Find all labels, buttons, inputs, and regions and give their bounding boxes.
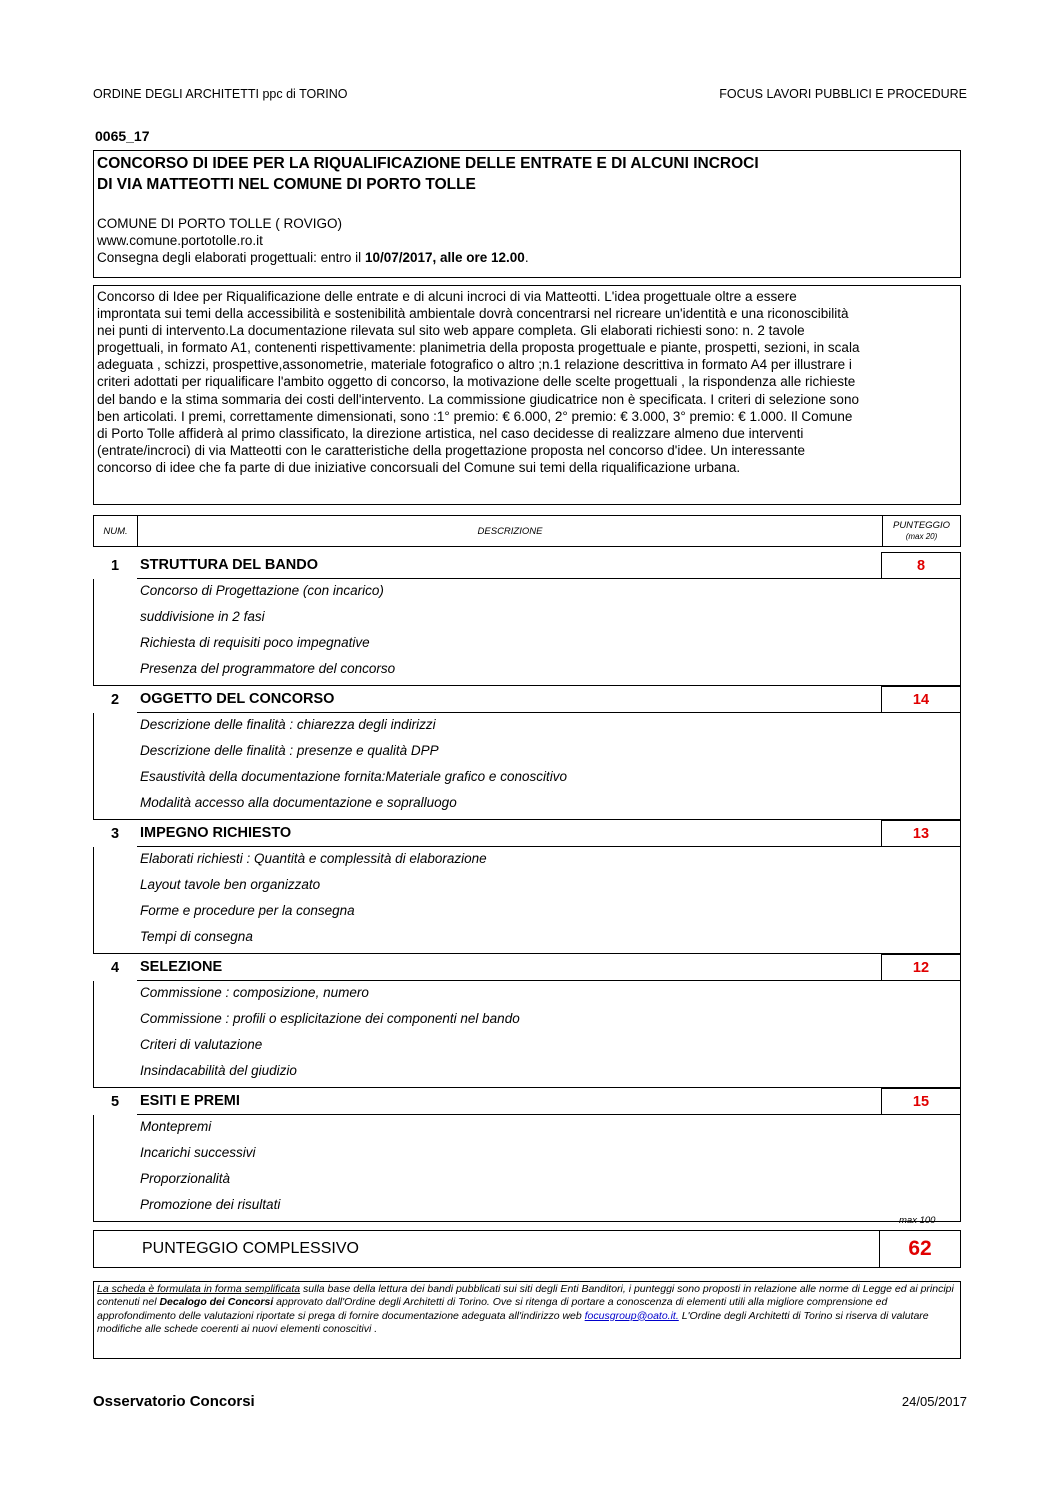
deadline: Consegna degli elaborati progettuali: entro il 10/07/2017, alle ore 12.00. — [97, 250, 529, 265]
section-score: 14 — [881, 686, 961, 713]
title-line-1: CONCORSO DI IDEE PER LA RIQUALIFICAZIONE DELLE ENTRATE E DI ALCUNI INCROCI — [97, 155, 759, 172]
description-line: improntata sui temi della accessibilità e sostenibilità ambientale dovrà concentrarsi nel ricreare un'identità e una riconoscibilità — [97, 306, 849, 322]
section-score: 12 — [881, 954, 961, 981]
criterion-item: Descrizione delle finalità : presenze e qualità DPP — [140, 743, 439, 758]
col-score-header: PUNTEGGIO (max 20) — [882, 516, 960, 546]
section-items — [93, 713, 961, 820]
section-header — [93, 820, 961, 847]
description-line: di Porto Tolle affiderà al primo classificato, la direzione artistica, nel caso decidesse di realizzare almeno due interventi — [97, 425, 804, 441]
header-left: ORDINE DEGLI ARCHITETTI ppc di TORINO — [93, 87, 348, 101]
section-header — [93, 1088, 961, 1115]
criterion-item: Richiesta di requisiti poco impegnative — [140, 635, 370, 650]
section-header — [93, 686, 961, 713]
section-items — [93, 981, 961, 1088]
section-items — [93, 579, 961, 686]
description-line: adeguata , schizzi, prospettive,assonometrie, materiale fotografico o altro ;n.1 relazione descrittiva in formato A4 per illustrare i — [97, 357, 852, 373]
criterion-item: Commissione : composizione, numero — [140, 985, 369, 1000]
description-line: Concorso di Idee per Riqualificazione delle entrate e di alcuni incroci di via Matteotti. L'idea progettuale oltre a essere — [97, 289, 797, 304]
section-number: 3 — [110, 825, 120, 842]
section-score: 15 — [881, 1088, 961, 1115]
section-title: OGGETTO DEL CONCORSO — [137, 686, 881, 713]
section-title: STRUTTURA DEL BANDO — [137, 552, 881, 579]
col-desc-header: DESCRIZIONE — [477, 525, 543, 537]
table-header — [93, 515, 961, 547]
criterion-item: Presenza del programmatore del concorso — [140, 661, 396, 676]
section-score: 13 — [881, 820, 961, 847]
description-line: ben articolati. I premi, correttamente dimensionati, sono :1° premio: € 6.000, 2° premio: € 3.000, 3° premio: € 1.000. Il Comune — [97, 408, 853, 424]
section-title: IMPEGNO RICHIESTO — [137, 820, 881, 847]
criterion-item: Criteri di valutazione — [140, 1037, 263, 1052]
description-line: criteri adottati per riqualificare l'ambito oggetto di concorso, la motivazione delle scelte progettuali , la rispondenza alle richieste — [97, 374, 856, 390]
section-number: 4 — [110, 959, 120, 976]
entity: COMUNE DI PORTO TOLLE ( ROVIGO) — [97, 216, 343, 231]
col-num-header: NUM. — [94, 516, 138, 546]
website[interactable]: www.comune.portotolle.ro.it — [97, 233, 263, 248]
total-label: PUNTEGGIO COMPLESSIVO — [142, 1240, 359, 1257]
criterion-item: Tempi di consegna — [140, 929, 253, 944]
section-number: 2 — [110, 691, 120, 708]
max-label: max 100 — [899, 1215, 936, 1226]
section-items — [93, 1115, 961, 1222]
competition-code: 0065_17 — [95, 128, 150, 144]
criterion-item: Insindacabilità del giudizio — [140, 1063, 297, 1078]
footer-left: Osservatorio Concorsi — [93, 1393, 255, 1410]
criterion-item: Modalità accesso alla documentazione e sopralluogo — [140, 795, 457, 810]
section-score: 8 — [881, 552, 961, 579]
criterion-item: Proporzionalità — [140, 1171, 231, 1186]
description-line: progettuali, in formato A1, contenenti rispettivamente: planimetria della proposta progettuale e piante, prospetti, sezioni, in scala — [97, 340, 860, 356]
title-line-2: DI VIA MATTEOTTI NEL COMUNE DI PORTO TOLLE — [97, 176, 476, 193]
section-number: 1 — [110, 557, 120, 574]
description-line: del bando e la stima sommaria dei costi dell'intervento. La commissione giudicatrice non è specificata. I criteri di selezione sono — [97, 391, 859, 407]
criterion-item: Elaborati richiesti : Quantità e complessità di elaborazione — [140, 851, 487, 866]
criterion-item: suddivisione in 2 fasi — [140, 609, 265, 624]
section-number: 5 — [110, 1093, 120, 1110]
email-link[interactable]: focusgroup@oato.it. — [584, 1309, 679, 1322]
description-line: concorso di idee che fa parte di due iniziative concorsuali del Comune sui temi della riqualificazione urbana. — [97, 459, 741, 475]
total-value: 62 — [879, 1231, 960, 1267]
section-title: ESITI E PREMI — [137, 1088, 881, 1115]
criterion-item: Concorso di Progettazione (con incarico) — [140, 583, 384, 598]
footer-date: 24/05/2017 — [901, 1394, 967, 1409]
criterion-item: Incarichi successivi — [140, 1145, 256, 1160]
criterion-item: Commissione : profili o esplicitazione dei componenti nel bando — [140, 1011, 520, 1026]
criterion-item: Forme e procedure per la consegna — [140, 903, 355, 918]
criterion-item: Layout tavole ben organizzato — [140, 877, 321, 892]
criterion-item: Descrizione delle finalità : chiarezza degli indirizzi — [140, 717, 436, 732]
section-header — [93, 552, 961, 579]
description-line: nei punti di intervento.La documentazione rilevata sul sito web appare completa. Gli elaborati richiesti sono: n. 2 tavole — [97, 323, 805, 339]
title-box — [93, 150, 961, 278]
section-items — [93, 847, 961, 954]
section-header — [93, 954, 961, 981]
disclaimer-note: La scheda è formulata in forma semplificata sulla base della lettura dei bandi pubblicati sui siti degli Enti Banditori, i punteggi sono proposti in relazione alle norme di Legge ed ai principi contenuti nel Decalogo dei Concorsi approvato dall'Ordine degli Architetti di Torino. Ove si ritenga di portare a conoscenza di elementi utili alla migliore comprensione ed approfondimento delle valutazioni riportate si prega di fornire documentazione adeguata all'indirizzo web focusgroup@oato.it. L'Ordine degli Architetti di Torino si riserva di valutare modifiche alle schede coerenti ai nuovi elementi conoscitivi . — [93, 1281, 961, 1359]
criterion-item: Promozione dei risultati — [140, 1197, 281, 1212]
criterion-item: Esaustività della documentazione fornita:Materiale grafico e conoscitivo — [140, 769, 567, 784]
description-box — [93, 285, 961, 505]
description-line: (entrate/incroci) di via Matteotti con le caratteristiche della progettazione proposta nel concorso d'idee. Un interessante — [97, 442, 805, 458]
total-box — [93, 1230, 961, 1268]
criterion-item: Montepremi — [140, 1119, 212, 1134]
section-title: SELEZIONE — [137, 954, 881, 981]
header-right: FOCUS LAVORI PUBBLICI E PROCEDURE — [719, 87, 967, 101]
